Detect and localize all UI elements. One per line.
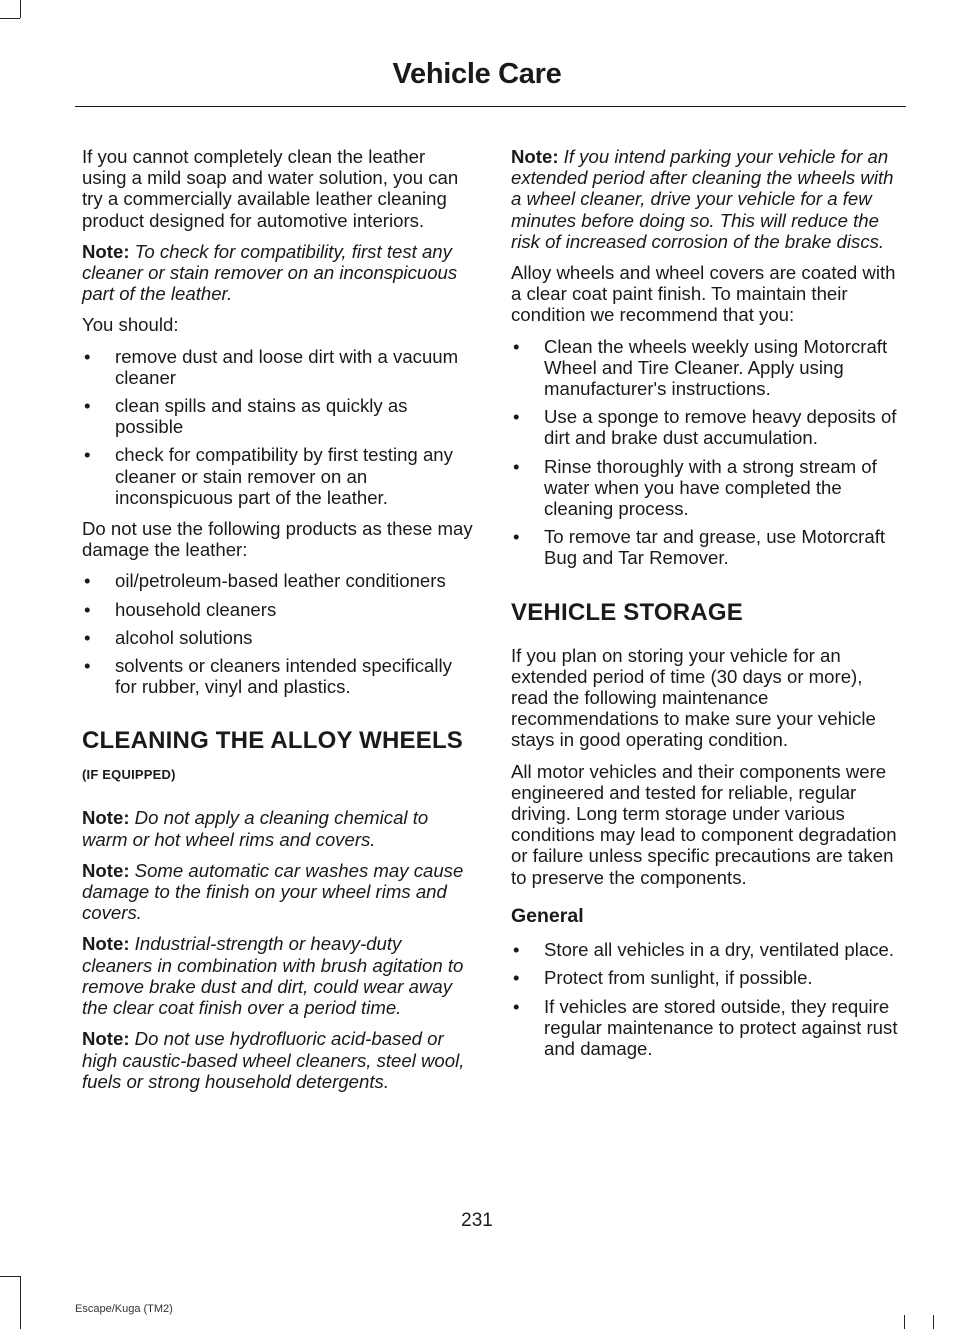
note-paragraph xyxy=(82,860,474,924)
you-should-text: You should: xyxy=(82,314,179,336)
bullet: • xyxy=(513,939,520,961)
heading-qualifier: (IF EQUIPPED) xyxy=(82,767,176,783)
bullet: • xyxy=(513,526,520,548)
document-code: Escape/Kuga (TM2) xyxy=(75,1303,173,1315)
list-item: • Protect from sunlight, if possible. xyxy=(513,967,813,989)
list-item: • clean spills and stains as quickly as possible xyxy=(84,395,408,438)
list-item: • If vehicles are stored outside, they require regular maintenance to protect against rust and damage. xyxy=(513,995,898,1059)
left-column xyxy=(82,146,474,1102)
note-text: If you intend parking your vehicle for an extended period after cleaning the wheels with a wheel cleaner, drive your vehicle for a few minutes before doing so. This will reduce the risk of increased corrosion of the brake discs. xyxy=(511,146,894,252)
bullet: • xyxy=(84,570,91,592)
bullet: • xyxy=(513,455,520,477)
list-item: • Rinse thoroughly with a strong stream of water when you have completed the cleaning process. xyxy=(513,455,877,520)
list-item: • Store all vehicles in a dry, ventilated place. xyxy=(513,939,895,961)
list-item: • alcohol solutions xyxy=(84,626,253,648)
subheading-general: General xyxy=(511,904,584,927)
note-text: Do not apply a cleaning chemical to warm or hot wheel rims and covers. xyxy=(82,807,429,850)
intro-paragraph: If you cannot completely clean the leather using a mild soap and water solution, you can try a commercially available leather cleaning product designed for automotive interiors. xyxy=(82,146,459,231)
section-heading-vehicle-storage: VEHICLE STORAGE xyxy=(511,598,743,626)
list-item: • solvents or cleaners intended specifically for rubber, vinyl and plastics. xyxy=(84,655,452,698)
bullet: • xyxy=(513,995,520,1017)
section-heading-alloy-wheels: CLEANING THE ALLOY WHEELS (IF EQUIPPED) xyxy=(82,727,464,783)
leather-care-list xyxy=(82,346,474,508)
bullet: • xyxy=(84,345,91,367)
note-text: Some automatic car washes may cause damage to the finish on your wheel rims and covers. xyxy=(82,859,464,924)
list-item: • remove dust and loose dirt with a vacuum cleaner xyxy=(84,345,459,388)
bullet: • xyxy=(84,598,91,620)
crop-mark xyxy=(933,1315,934,1329)
bullet: • xyxy=(513,335,520,357)
storage-general-list xyxy=(511,939,903,1059)
list-item: • household cleaners xyxy=(84,598,277,620)
crop-mark xyxy=(20,0,21,18)
crop-mark xyxy=(0,18,20,19)
note-text: To check for compatibility, first test any cleaner or stain remover on an inconspicuous part of the leather. xyxy=(82,240,458,305)
page-title: Vehicle Care xyxy=(392,58,562,90)
note-label: Note: xyxy=(82,1028,130,1050)
note-text: Do not use hydrofluoric acid-based or high caustic-based wheel cleaners, steel wool, fuels or strong household detergents. xyxy=(82,1028,465,1092)
header-divider xyxy=(75,106,906,107)
bullet: • xyxy=(84,395,91,417)
list-item: • Use a sponge to remove heavy deposits of dirt and brake dust accumulation. xyxy=(513,406,897,449)
storage-paragraph: All motor vehicles and their components were engineered and tested for reliable, regular driving. Long term storage under various conditions may lead to component degradation or failure unless specific precautions are taken to preserve the components. xyxy=(511,760,897,888)
note-label: Note: xyxy=(82,933,130,955)
bullet: • xyxy=(513,967,520,989)
note-label: Note: xyxy=(82,807,130,829)
damaging-products-list xyxy=(82,570,474,697)
bullet: • xyxy=(84,444,91,466)
crop-mark xyxy=(904,1315,905,1329)
note-label: Note: xyxy=(511,146,559,167)
right-column xyxy=(511,146,903,1069)
note-label: Note: xyxy=(82,859,130,881)
note-text: Industrial-strength or heavy-duty cleaners in combination with brush agitation to remove brake dust and dirt, could wear away the clear coat finish over a period time. xyxy=(82,933,464,1019)
crop-mark xyxy=(0,1276,20,1277)
note-paragraph xyxy=(82,807,474,849)
bullet: • xyxy=(513,406,520,428)
list-item: • check for compatibility by first testing any cleaner or stain remover on an inconspicuous part of the leather. xyxy=(84,444,453,508)
note-paragraph xyxy=(82,241,474,305)
bullet: • xyxy=(84,626,91,648)
note-label: Note: xyxy=(82,240,130,262)
wheel-care-list xyxy=(511,336,903,569)
note-paragraph xyxy=(82,1028,474,1092)
storage-paragraph: If you plan on storing your vehicle for an extended period of time (30 days or more), read the following maintenance recommendations to make sure your vehicle stays in good operating condition. xyxy=(511,644,876,751)
do-not-use-text: Do not use the following products as these may damage the leather: xyxy=(82,518,473,561)
list-item: • To remove tar and grease, use Motorcraft Bug and Tar Remover. xyxy=(513,526,886,569)
list-item: • Clean the wheels weekly using Motorcraft Wheel and Tire Cleaner. Apply using manufacturer's instructions. xyxy=(513,335,888,400)
alloy-paragraph: Alloy wheels and wheel covers are coated with a clear coat paint finish. To maintain their condition we recommend that you: xyxy=(511,262,896,326)
list-item: • oil/petroleum-based leather conditioners xyxy=(84,570,446,592)
page-number: 231 xyxy=(461,1210,493,1231)
crop-mark xyxy=(20,1276,21,1329)
bullet: • xyxy=(84,655,91,677)
note-paragraph xyxy=(511,146,903,252)
note-paragraph xyxy=(82,933,474,1018)
